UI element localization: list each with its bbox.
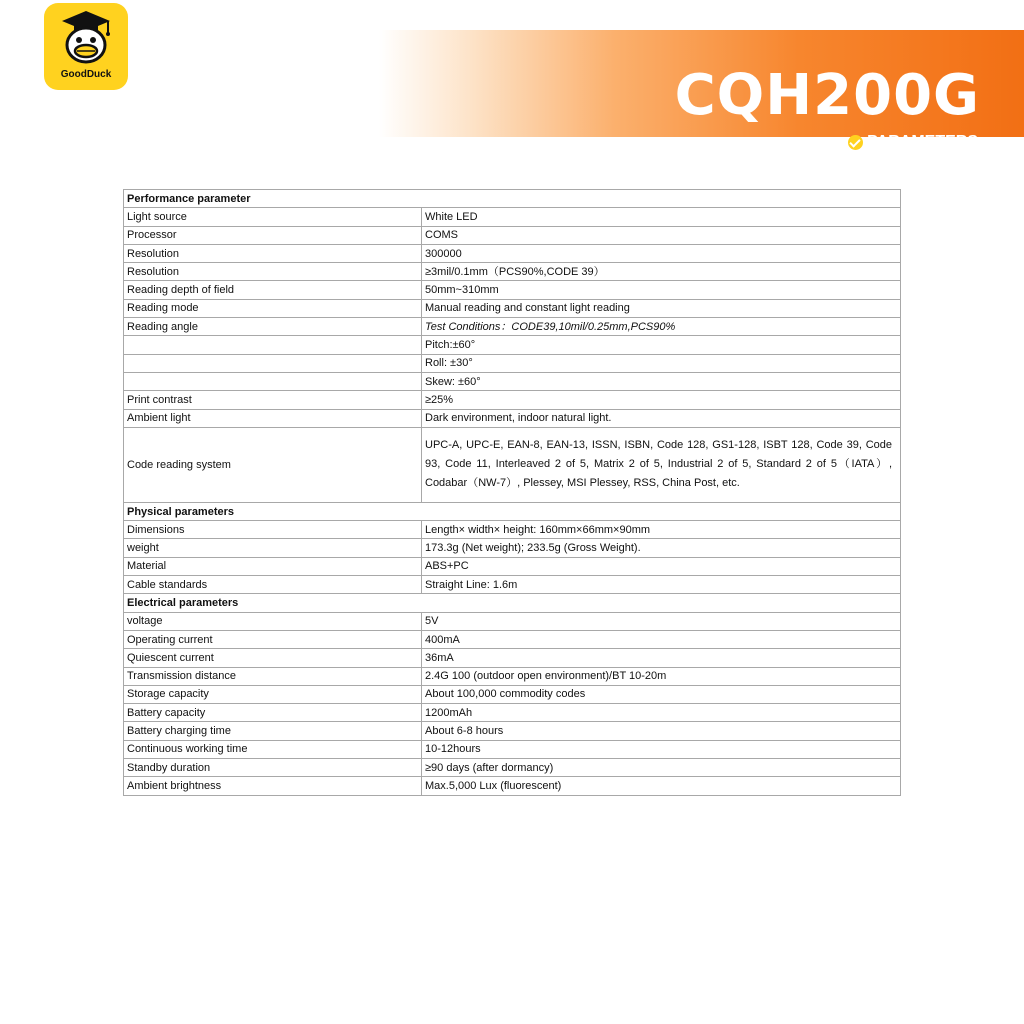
section-title: Electrical parameters — [124, 594, 901, 612]
param-value: UPC-A, UPC-E, EAN-8, EAN-13, ISSN, ISBN, Code 128, GS1-128, ISBT 128, Code 39, Code 93, Code 11, Interleaved 2 of 5, Matrix 2 of 5, Industrial 2 of 5, Standard 2 of 5（IATA）, Codabar（NW-7）, Plessey, MSI Plessey, RSS, China Post, etc. — [422, 427, 901, 502]
table-row — [124, 427, 901, 502]
param-label: Battery charging time — [124, 722, 422, 740]
param-label: Reading angle — [124, 318, 422, 336]
table-row — [124, 409, 901, 427]
param-value: ≥25% — [422, 391, 901, 409]
table-row — [124, 630, 901, 648]
table-row — [124, 759, 901, 777]
table-row — [124, 685, 901, 703]
parameters-subtitle — [848, 133, 978, 151]
table-row — [124, 318, 901, 336]
param-value: Skew: ±60° — [422, 372, 901, 390]
param-label — [124, 354, 422, 372]
param-value: ≥3mil/0.1mm（PCS90%,CODE 39） — [422, 263, 901, 281]
param-label: Material — [124, 557, 422, 575]
table-row — [124, 336, 901, 354]
table-row — [124, 391, 901, 409]
param-value: 50mm~310mm — [422, 281, 901, 299]
param-label: Resolution — [124, 244, 422, 262]
param-label: Reading mode — [124, 299, 422, 317]
table-row — [124, 208, 901, 226]
param-value: Manual reading and constant light reading — [422, 299, 901, 317]
param-label: Reading depth of field — [124, 281, 422, 299]
param-value: Straight Line: 1.6m — [422, 576, 901, 594]
param-value: ≥90 days (after dormancy) — [422, 759, 901, 777]
param-value: White LED — [422, 208, 901, 226]
param-value: 300000 — [422, 244, 901, 262]
param-label: Storage capacity — [124, 685, 422, 703]
param-value: 173.3g (Net weight); 233.5g (Gross Weight). — [422, 539, 901, 557]
param-label: Cable standards — [124, 576, 422, 594]
param-label: Operating current — [124, 630, 422, 648]
param-value: ABS+PC — [422, 557, 901, 575]
param-value: Length× width× height: 160mm×66mm×90mm — [422, 521, 901, 539]
param-value: 2.4G 100 (outdoor open environment)/BT 10-20m — [422, 667, 901, 685]
section-header-electrical — [124, 594, 901, 612]
table-row — [124, 244, 901, 262]
table-row — [124, 263, 901, 281]
param-value: COMS — [422, 226, 901, 244]
param-value: 400mA — [422, 630, 901, 648]
section-title: Physical parameters — [124, 502, 901, 520]
brand-logo — [44, 3, 128, 90]
param-value: 10-12hours — [422, 740, 901, 758]
param-value: Max.5,000 Lux (fluorescent) — [422, 777, 901, 795]
table-row — [124, 704, 901, 722]
param-label: Ambient light — [124, 409, 422, 427]
param-label: Code reading system — [124, 427, 422, 502]
table-row — [124, 649, 901, 667]
param-label: weight — [124, 539, 422, 557]
param-label: Ambient brightness — [124, 777, 422, 795]
param-value: About 6-8 hours — [422, 722, 901, 740]
param-label: Print contrast — [124, 391, 422, 409]
table-row — [124, 722, 901, 740]
param-value: Pitch:±60° — [422, 336, 901, 354]
table-row — [124, 521, 901, 539]
param-label: voltage — [124, 612, 422, 630]
table-row — [124, 299, 901, 317]
param-label — [124, 336, 422, 354]
table-row — [124, 740, 901, 758]
subtitle-label: PARAMETERS — [867, 133, 978, 150]
table-row — [124, 354, 901, 372]
table-row — [124, 576, 901, 594]
param-label: Light source — [124, 208, 422, 226]
section-header-physical — [124, 502, 901, 520]
param-value: Dark environment, indoor natural light. — [422, 409, 901, 427]
header-banner — [0, 30, 1024, 150]
brand-name: GoodDuck — [60, 69, 112, 80]
param-label: Quiescent current — [124, 649, 422, 667]
param-label: Continuous working time — [124, 740, 422, 758]
section-header-performance — [124, 190, 901, 208]
table-row — [124, 557, 901, 575]
table-row — [124, 281, 901, 299]
section-title: Performance parameter — [124, 190, 901, 208]
param-value: About 100,000 commodity codes — [422, 685, 901, 703]
table-row — [124, 226, 901, 244]
param-value: 1200mAh — [422, 704, 901, 722]
param-value: 5V — [422, 612, 901, 630]
table-row — [124, 372, 901, 390]
param-label: Resolution — [124, 263, 422, 281]
table-row — [124, 612, 901, 630]
table-row — [124, 539, 901, 557]
param-label: Dimensions — [124, 521, 422, 539]
param-value: Test Conditions：CODE39,10mil/0.25mm,PCS90% — [422, 318, 901, 336]
table-row — [124, 667, 901, 685]
spec-table — [123, 189, 901, 796]
param-value: Roll: ±30° — [422, 354, 901, 372]
table-row — [124, 777, 901, 795]
duck-icon — [58, 9, 114, 67]
param-label — [124, 372, 422, 390]
param-label: Standby duration — [124, 759, 422, 777]
param-label: Battery capacity — [124, 704, 422, 722]
check-circle-icon — [848, 135, 863, 150]
param-value: 36mA — [422, 649, 901, 667]
param-label: Transmission distance — [124, 667, 422, 685]
param-label: Processor — [124, 226, 422, 244]
model-title: CQH200G — [674, 63, 980, 128]
